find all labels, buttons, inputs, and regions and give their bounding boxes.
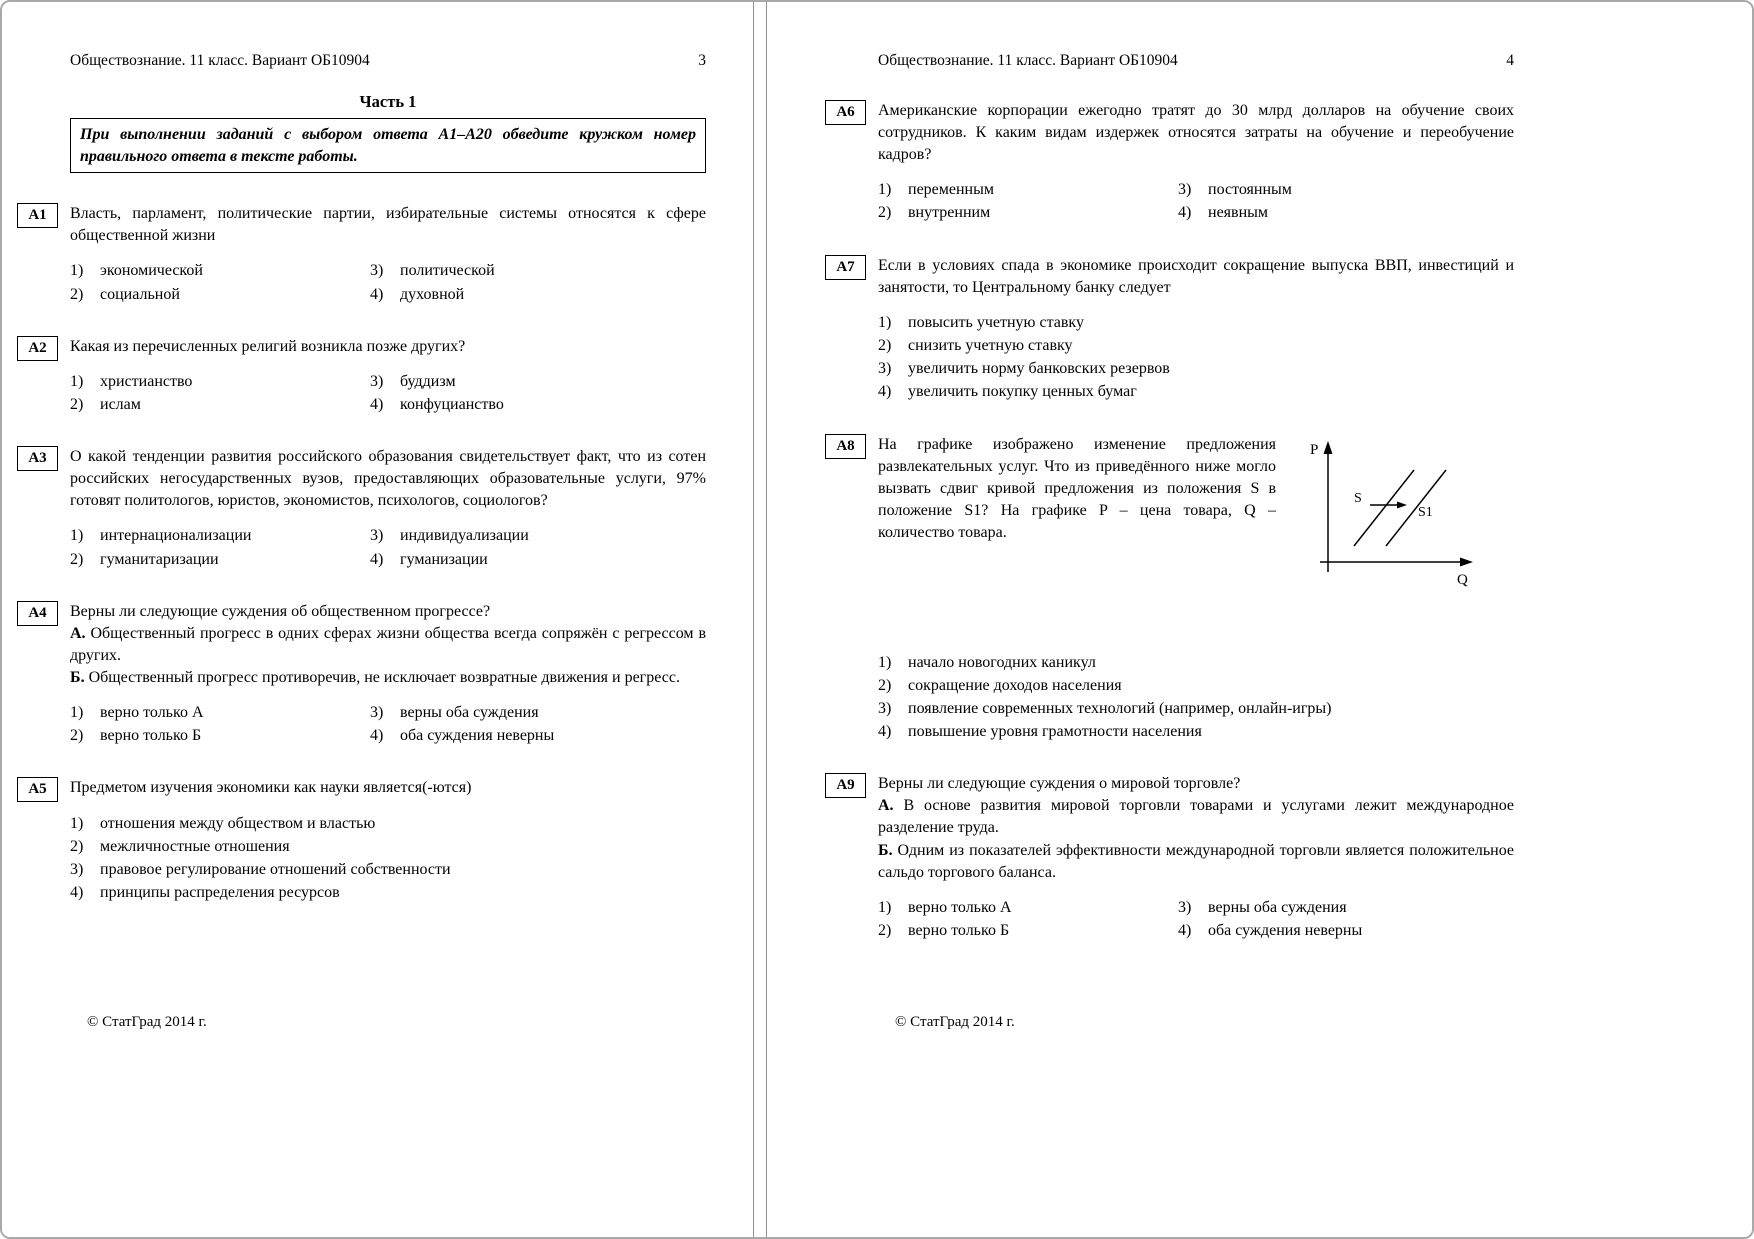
question-a7: [825, 255, 1752, 404]
page-number: 4: [1506, 52, 1514, 69]
y-axis-arrowhead: [1324, 441, 1333, 454]
option-number: 3): [70, 860, 84, 878]
question-body: [878, 434, 1514, 744]
answer-options: [878, 896, 1514, 942]
option-text: экономической: [100, 262, 203, 280]
option-number: 4): [878, 723, 892, 741]
option-text: межличностные отношения: [100, 837, 290, 855]
answer-option: [70, 393, 370, 416]
option-text: принципы распределения ресурсов: [100, 884, 340, 902]
option-number: 2): [70, 837, 84, 855]
answer-option: [70, 812, 706, 835]
answer-options: [70, 701, 706, 747]
answer-option: [70, 701, 370, 724]
shift-arrowhead: [1397, 501, 1407, 508]
option-text: конфуцианство: [400, 395, 504, 413]
answer-option: [70, 548, 370, 571]
question-number-box: A8: [825, 434, 866, 459]
option-number: 4): [1178, 204, 1192, 222]
question-body: [70, 777, 706, 904]
options-column: [1178, 896, 1362, 942]
answer-options: [70, 370, 706, 416]
option-text: духовной: [400, 285, 465, 303]
options-column: [70, 259, 370, 305]
option-text: ислам: [100, 395, 141, 413]
question-body: [878, 773, 1514, 942]
option-number: 2): [70, 285, 84, 303]
option-number: 2): [70, 395, 84, 413]
question-body: [878, 100, 1514, 225]
question-a2: [17, 336, 753, 416]
statement-a: [878, 795, 1514, 839]
answer-option: [878, 311, 1514, 334]
question-number-box: A3: [17, 446, 58, 471]
option-text: оба суждения неверны: [1208, 921, 1363, 939]
answer-options: [878, 311, 1514, 404]
question-text: Американские корпорации ежегодно тратят до 30 млрд долларов на обучение своих сотрудников. К каким видам издержек относятся затраты на обучение и переобучение кадров?: [878, 102, 1514, 164]
page-3: [2, 2, 754, 1237]
statement-a-label: А.: [70, 624, 86, 642]
page-footer-copyright: © СтатГрад 2014 г.: [895, 1014, 1015, 1030]
question-a8: [825, 434, 1752, 744]
option-text: появление современных технологий (например, онлайн-игры): [908, 699, 1332, 717]
question-a5: [17, 777, 753, 904]
answer-option: [878, 357, 1514, 380]
answer-options: [878, 178, 1514, 224]
option-number: 3): [370, 372, 384, 390]
answer-option: [370, 370, 504, 393]
question-body: [70, 601, 706, 748]
option-text: интернационализации: [100, 527, 252, 545]
question-number-box: A2: [17, 336, 58, 361]
question-number-box: A5: [17, 777, 58, 802]
options-column: [70, 370, 370, 416]
option-number: 1): [70, 372, 84, 390]
option-text: начало новогодних каникул: [908, 653, 1096, 671]
page-4: [766, 2, 1752, 1237]
options-column: [1178, 178, 1292, 224]
page-footer-copyright: © СтатГрад 2014 г.: [87, 1014, 207, 1030]
answer-option: [1178, 919, 1362, 942]
options-column: [370, 259, 495, 305]
question-text: Какая из перечисленных религий возникла позже других?: [70, 337, 466, 355]
option-number: 1): [70, 262, 84, 280]
answer-options: [70, 812, 706, 905]
option-text: верно только Б: [100, 727, 202, 745]
answer-option: [70, 259, 370, 282]
answer-options: [70, 259, 706, 305]
option-text: увеличить покупку ценных бумаг: [908, 383, 1137, 401]
option-number: 1): [878, 181, 892, 199]
page-header: [70, 52, 706, 70]
page-header: [878, 52, 1514, 70]
option-number: 4): [370, 285, 384, 303]
question-a4: [17, 601, 753, 748]
options-column: [370, 370, 504, 416]
option-text: снизить учетную ставку: [908, 336, 1073, 354]
option-number: 1): [878, 313, 892, 331]
option-number: 4): [70, 884, 84, 902]
part-title: Часть 1: [359, 92, 417, 111]
option-text: оба суждения неверны: [400, 727, 555, 745]
option-number: 2): [878, 921, 892, 939]
option-text: неявным: [1208, 204, 1269, 222]
answer-option: [70, 370, 370, 393]
statement-b: [70, 667, 706, 689]
option-text: сокращение доходов населения: [908, 676, 1122, 694]
option-number: 1): [878, 898, 892, 916]
option-text: гуманизации: [400, 550, 488, 568]
options-column: [70, 701, 370, 747]
option-text: увеличить норму банковских резервов: [908, 360, 1170, 378]
option-text: верны оба суждения: [400, 704, 539, 722]
answer-option: [370, 724, 554, 747]
statement-a-text: В основе развития мировой торговли товарами и услугами лежит международное разделение труда.: [878, 797, 1515, 837]
option-number: 2): [878, 204, 892, 222]
question-text: О какой тенденции развития российского образования свидетельствует факт, что из сотен российских негосударственных вузов, предоставляющих образовательные услуги, 97% готовят политологов, юристов, экономистов, психологов, социологов?: [70, 448, 706, 510]
header-title: Обществознание. 11 класс. Вариант ОБ10904: [878, 52, 1178, 69]
statement-b-label: Б.: [70, 669, 85, 687]
option-number: 1): [878, 653, 892, 671]
question-number-box: A7: [825, 255, 866, 280]
question-body: [70, 203, 706, 306]
answer-option: [70, 524, 370, 547]
answer-option: [370, 283, 495, 306]
statement-a-text: Общественный прогресс в одних сферах жизни общества всегда сопряжён с регрессом в других.: [70, 624, 707, 664]
option-number: 4): [1178, 921, 1192, 939]
option-text: верны оба суждения: [1208, 898, 1347, 916]
option-text: верно только А: [100, 704, 204, 722]
answer-options: [70, 524, 706, 570]
question-text: Предметом изучения экономики как науки является(-ются): [70, 779, 472, 797]
option-number: 2): [70, 727, 84, 745]
option-number: 3): [370, 704, 384, 722]
answer-option: [370, 393, 504, 416]
supply-curve-s1: [1386, 470, 1446, 546]
statement-b-text: Общественный прогресс противоречив, не исключает возвратные движения и регресс.: [88, 669, 680, 687]
options-column: [878, 896, 1178, 942]
question-text: Верны ли следующие суждения об общественном прогрессе?: [70, 602, 491, 620]
option-number: 1): [70, 527, 84, 545]
x-axis-arrowhead: [1460, 557, 1473, 566]
answer-option: [70, 881, 706, 904]
answer-option: [1178, 178, 1292, 201]
answer-option: [878, 201, 1178, 224]
supply-curve-s: [1354, 470, 1414, 546]
question-body: [70, 446, 706, 571]
statement-b-label: Б.: [878, 841, 893, 859]
option-number: 4): [370, 727, 384, 745]
answer-option: [878, 697, 1514, 720]
option-text: индивидуализации: [400, 527, 529, 545]
option-number: 4): [878, 383, 892, 401]
statement-b: [878, 840, 1514, 884]
supply-label: S: [1354, 490, 1362, 506]
instruction-box: При выполнении заданий с выбором ответа А1–А20 обведите кружком номер правильного ответа в тексте работы.: [70, 118, 706, 173]
y-axis-label: P: [1310, 441, 1319, 458]
question-a3: [17, 446, 753, 571]
option-text: повысить учетную ставку: [908, 313, 1084, 331]
option-text: отношения между обществом и властью: [100, 814, 376, 832]
answer-option: [70, 283, 370, 306]
question-text-and-graph: [878, 434, 1514, 599]
option-text: верно только А: [908, 898, 1012, 916]
options-column: [70, 524, 370, 570]
answer-option: [370, 701, 554, 724]
pages-gap: [754, 2, 766, 1237]
answer-option: [70, 724, 370, 747]
question-text: На графике изображено изменение предложения развлекательных услуг. Что из приведённого ниже могло вызвать сдвиг кривой предложения из положения S в положение S1? На графике P – цена товара, Q – количество товара.: [878, 435, 1276, 541]
question-a9: [825, 773, 1752, 942]
question-number-box: A1: [17, 203, 58, 228]
options-column: [370, 524, 529, 570]
option-text: социальной: [100, 285, 180, 303]
question-a1: [17, 203, 753, 306]
option-number: 3): [1178, 898, 1192, 916]
supply-shift-graph: [1302, 434, 1482, 599]
option-number: 2): [878, 336, 892, 354]
question-body: [878, 255, 1514, 404]
option-text: политической: [400, 262, 495, 280]
option-text: верно только Б: [908, 921, 1010, 939]
answer-option: [878, 651, 1514, 674]
option-number: 4): [370, 550, 384, 568]
option-text: христианство: [100, 372, 193, 390]
answer-option: [370, 524, 529, 547]
supply-shifted-label: S1: [1418, 504, 1433, 520]
question-number-box: A6: [825, 100, 866, 125]
option-number: 1): [70, 814, 84, 832]
options-column: [370, 701, 554, 747]
statement-a-label: А.: [878, 797, 894, 815]
answer-option: [878, 334, 1514, 357]
answer-options: [878, 651, 1514, 744]
page-number: 3: [698, 52, 706, 69]
option-number: 4): [370, 395, 384, 413]
answer-option: [878, 178, 1178, 201]
option-text: постоянным: [1208, 181, 1292, 199]
header-title: Обществознание. 11 класс. Вариант ОБ10904: [70, 52, 370, 69]
options-column: [878, 178, 1178, 224]
question-text: Если в условиях спада в экономике происходит сокращение выпуска ВВП, инвестиций и занятости, то Центральному банку следует: [878, 256, 1514, 296]
option-number: 3): [878, 699, 892, 717]
option-number: 3): [878, 360, 892, 378]
answer-option: [1178, 896, 1362, 919]
answer-option: [370, 259, 495, 282]
option-number: 1): [70, 704, 84, 722]
option-text: переменным: [908, 181, 994, 199]
answer-option: [878, 919, 1178, 942]
question-number-box: A4: [17, 601, 58, 626]
supply-shift-graph-svg: [1302, 434, 1482, 594]
option-number: 3): [370, 527, 384, 545]
option-number: 3): [370, 262, 384, 280]
answer-option: [878, 674, 1514, 697]
question-number-box: A9: [825, 773, 866, 798]
answer-option: [878, 896, 1178, 919]
answer-option: [878, 720, 1514, 743]
x-axis-label: Q: [1457, 571, 1468, 588]
option-text: гуманитаризации: [100, 550, 219, 568]
option-text: повышение уровня грамотности населения: [908, 723, 1202, 741]
question-body: [70, 336, 706, 416]
answer-option: [878, 380, 1514, 403]
option-number: 3): [1178, 181, 1192, 199]
question-text: Верны ли следующие суждения о мировой торговле?: [878, 775, 1241, 793]
option-number: 2): [70, 550, 84, 568]
option-text: буддизм: [400, 372, 456, 390]
option-text: правовое регулирование отношений собственности: [100, 860, 451, 878]
option-number: 2): [878, 676, 892, 694]
answer-option: [1178, 201, 1292, 224]
statement-b-text: Одним из показателей эффективности международной торговли является положительное сальдо торгового баланса.: [878, 841, 1514, 881]
answer-option: [370, 548, 529, 571]
answer-option: [70, 835, 706, 858]
option-text: внутренним: [908, 204, 991, 222]
answer-option: [70, 858, 706, 881]
question-a6: [825, 100, 1752, 225]
question-text: Власть, парламент, политические партии, избирательные системы относятся к сфере общественной жизни: [70, 205, 706, 245]
statement-a: [70, 623, 706, 667]
